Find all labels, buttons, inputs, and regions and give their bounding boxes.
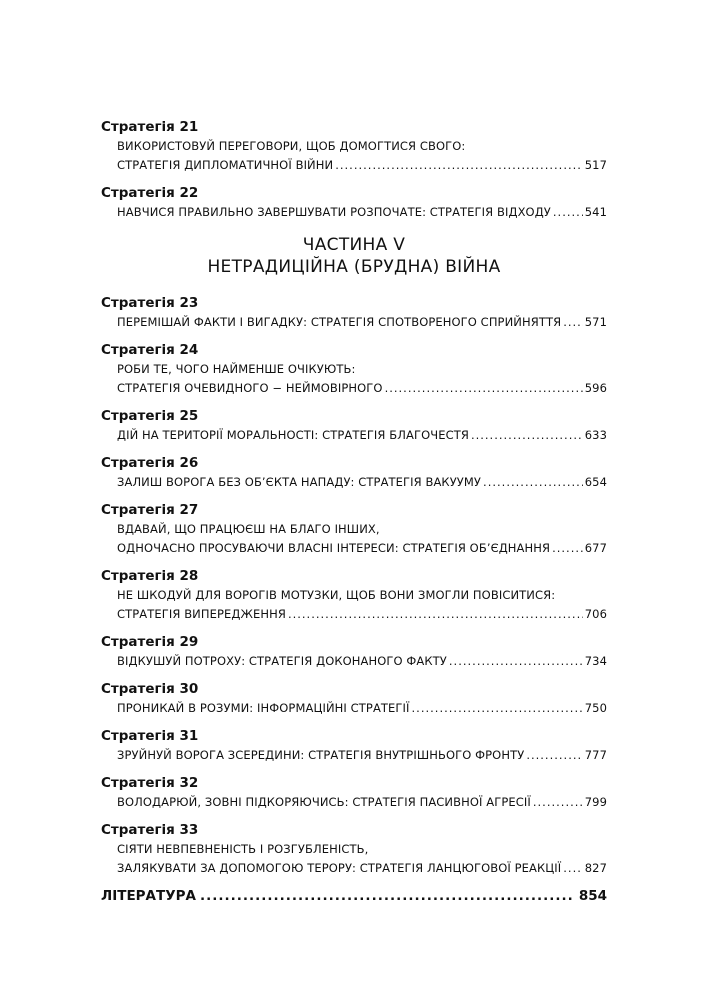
page-number: 541 (584, 205, 607, 219)
leader-dots (449, 652, 583, 671)
page-number: 677 (584, 541, 607, 555)
strategy-line-text: НАВЧИСЯ ПРАВИЛЬНО ЗАВЕРШУВАТИ РОЗПОЧАТЕ: СТРАТЕГІЯ ВІДХОДУ (117, 205, 551, 219)
strategy-line-text: РОБИ ТЕ, ЧОГО НАЙМЕНШЕ ОЧІКУЮТЬ: (117, 362, 356, 376)
strategy-lines (101, 313, 607, 332)
leader-dots (200, 887, 575, 906)
strategy-line-text: НЕ ШКОДУЙ ДЛЯ ВОРОГІВ МОТУЗКИ, ЩОБ ВОНИ ЗМОГЛИ ПОВІСИТИСЯ: (117, 588, 556, 602)
strategy-line (117, 539, 607, 558)
page-number: 517 (584, 158, 607, 172)
strategy-line (117, 313, 607, 332)
leader-dots (335, 156, 583, 175)
leader-dots (552, 539, 583, 558)
part-title: НЕТРАДИЦІЙНА (БРУДНА) ВІЙНА (207, 257, 501, 277)
literature-label: ЛІТЕРАТУРА (101, 888, 196, 904)
strategy-line (117, 426, 607, 445)
strategy-line (117, 699, 607, 718)
strategy-line-text: ЗАЛЯКУВАТИ ЗА ДОПОМОГОЮ ТЕРОРУ: СТРАТЕГІЯ ЛАНЦЮГОВОЇ РЕАКЦІЇ (117, 861, 562, 875)
part-heading (101, 234, 607, 278)
strategy-lines (101, 137, 607, 175)
strategy-line-text: ВІДКУШУЙ ПОТРОХУ: СТРАТЕГІЯ ДОКОНАНОГО ФАКТУ (117, 654, 447, 668)
leader-dots (553, 203, 583, 222)
strategy-line (117, 605, 607, 624)
leader-dots (533, 793, 583, 812)
strategy-title: Стратегія 29 (101, 634, 199, 650)
strategy-title: Стратегія 22 (101, 185, 199, 201)
leader-dots (385, 379, 583, 398)
page-number: 571 (584, 315, 607, 329)
strategy-line (117, 379, 607, 398)
strategy-title: Стратегія 31 (101, 728, 199, 744)
strategy-title: Стратегія 33 (101, 822, 199, 838)
toc-entry[interactable] (101, 407, 707, 445)
page-number: 633 (584, 428, 607, 442)
literature-page: 854 (578, 888, 607, 904)
toc-entry[interactable] (101, 680, 707, 718)
strategy-line (117, 137, 607, 156)
strategy-line-text: ЗРУЙНУЙ ВОРОГА ЗСЕРЕДИНИ: СТРАТЕГІЯ ВНУТРІШНЬОГО ФРОНТУ (117, 748, 525, 762)
strategy-line (117, 473, 607, 492)
page-number: 827 (584, 861, 607, 875)
page-number: 750 (584, 701, 607, 715)
toc-entry[interactable] (101, 341, 707, 398)
toc-entry[interactable] (101, 727, 707, 765)
part-number: ЧАСТИНА V (302, 235, 406, 255)
strategy-title: Стратегія 25 (101, 408, 199, 424)
strategy-lines (101, 203, 607, 222)
strategy-line (117, 746, 607, 765)
strategy-title: Стратегія 28 (101, 568, 199, 584)
toc-entry[interactable] (101, 184, 707, 222)
strategy-line (117, 793, 607, 812)
toc-entry[interactable] (101, 821, 707, 878)
strategy-line-text: СТРАТЕГІЯ ОЧЕВИДНОГО − НЕЙМОВІРНОГО (117, 381, 383, 395)
page-number: 799 (584, 795, 607, 809)
strategy-line (117, 520, 607, 539)
strategy-title: Стратегія 32 (101, 775, 199, 791)
strategy-line (117, 840, 607, 859)
toc-entry[interactable] (101, 118, 707, 175)
strategy-lines (101, 746, 607, 765)
strategy-lines (101, 699, 607, 718)
leader-dots (563, 313, 583, 332)
toc-entry[interactable] (101, 633, 707, 671)
strategy-line-text: ВИКОРИСТОВУЙ ПЕРЕГОВОРИ, ЩОБ ДОМОГТИСЯ СВОГО: (117, 139, 466, 153)
strategy-line-text: СТРАТЕГІЯ ДИПЛОМАТИЧНОЇ ВІЙНИ (117, 158, 334, 172)
leader-dots (288, 605, 583, 624)
strategy-line (117, 859, 607, 878)
strategy-title: Стратегія 23 (101, 295, 199, 311)
strategy-lines (101, 793, 607, 812)
leader-dots (483, 473, 583, 492)
leader-dots (563, 859, 582, 878)
strategy-line-text: ЗАЛИШ ВОРОГА БЕЗ ОБ’ЄКТА НАПАДУ: СТРАТЕГІЯ ВАКУУМУ (117, 475, 482, 489)
strategy-line-text: ОДНОЧАСНО ПРОСУВАЮЧИ ВЛАСНІ ІНТЕРЕСИ: СТРАТЕГІЯ ОБ’ЄДНАННЯ (117, 541, 551, 555)
toc-entry[interactable] (101, 567, 707, 624)
strategy-title: Стратегія 24 (101, 342, 199, 358)
toc-block-2 (101, 294, 707, 878)
strategy-lines (101, 652, 607, 671)
toc-entry[interactable] (101, 454, 707, 492)
strategy-line-text: ВОЛОДАРЮЙ, ЗОВНІ ПІДКОРЯЮЧИСЬ: СТРАТЕГІЯ ПАСИВНОЇ АГРЕСІЇ (117, 795, 531, 809)
strategy-line (117, 360, 607, 379)
strategy-line-text: ВДАВАЙ, ЩО ПРАЦЮЄШ НА БЛАГО ІНШИХ, (117, 522, 380, 536)
strategy-title: Стратегія 30 (101, 681, 199, 697)
strategy-line-text: СТРАТЕГІЯ ВИПЕРЕДЖЕННЯ (117, 607, 286, 621)
leader-dots (471, 426, 583, 445)
strategy-title: Стратегія 21 (101, 119, 199, 135)
strategy-line (117, 586, 607, 605)
strategy-lines (101, 840, 607, 878)
strategy-line-text: СІЯТИ НЕВПЕВНЕНІСТЬ І РОЗГУБЛЕНІСТЬ, (117, 842, 369, 856)
strategy-lines (101, 426, 607, 445)
strategy-line (117, 156, 607, 175)
strategy-title: Стратегія 26 (101, 455, 199, 471)
toc-entry[interactable] (101, 501, 707, 558)
strategy-line-text: ПРОНИКАЙ В РОЗУМИ: ІНФОРМАЦІЙНІ СТРАТЕГІЇ (117, 701, 410, 715)
page-number: 654 (584, 475, 607, 489)
strategy-line (117, 652, 607, 671)
toc-entry-literature[interactable] (101, 887, 607, 906)
strategy-line-text: ПЕРЕМІШАЙ ФАКТИ І ВИГАДКУ: СТРАТЕГІЯ СПОТВОРЕНОГО СПРИЙНЯТТЯ (117, 315, 562, 329)
page-number: 734 (584, 654, 607, 668)
strategy-lines (101, 586, 607, 624)
strategy-line-text: ДІЙ НА ТЕРИТОРІЇ МОРАЛЬНОСТІ: СТРАТЕГІЯ БЛАГОЧЕСТЯ (117, 428, 469, 442)
page-number: 706 (584, 607, 607, 621)
page-number: 596 (584, 381, 607, 395)
leader-dots (526, 746, 582, 765)
toc-entry[interactable] (101, 774, 707, 812)
strategy-lines (101, 473, 607, 492)
leader-dots (412, 699, 583, 718)
page-number: 777 (584, 748, 607, 762)
toc-block-1 (101, 118, 707, 222)
strategy-lines (101, 520, 607, 558)
strategy-title: Стратегія 27 (101, 502, 199, 518)
strategy-line (117, 203, 607, 222)
strategy-lines (101, 360, 607, 398)
toc-entry[interactable] (101, 294, 707, 332)
